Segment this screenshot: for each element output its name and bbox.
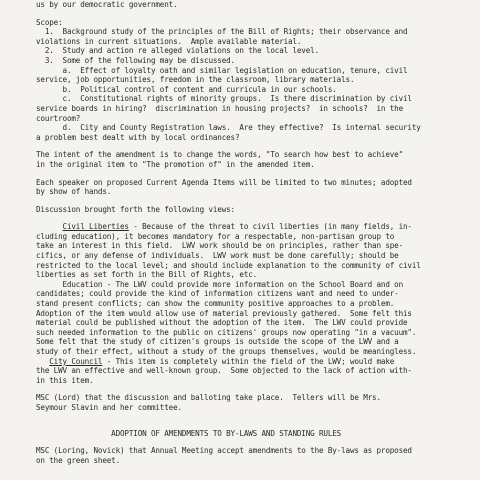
text-line: Education - The LWV could provide more information on the School Board and on	[36, 279, 404, 289]
text-line: on the green sheet.	[36, 455, 121, 465]
text-line: restricted to the local level; and should include explanation to the community of civil	[36, 260, 421, 270]
text-line: Civil Liberties - Because of the threat to civil liberties (in many fields, in-	[62, 222, 412, 232]
text-line: liberties as set forth in the Bill of Rights, etc.	[36, 270, 258, 280]
text-line: Adoption of the item would allow use of material previously gathered. Some felt this	[36, 308, 412, 318]
text-line: in the original item to "The promotion of" in the amended item.	[36, 159, 315, 169]
text-line: b. Political control of content and curricula in our schools.	[36, 84, 337, 94]
text-line: by show of hands.	[36, 187, 112, 197]
text-line: c. Constitutional rights of minority groups. Is there discrimination by civil	[36, 94, 412, 104]
text-line: a. Effect of loyalty oath and similar legislation on education, tenure, civil	[36, 65, 408, 75]
text-line: Seymour Slavin and her committee.	[36, 402, 182, 412]
text-line: service, job opportunities, freedom in the classroom, library materials.	[36, 75, 355, 85]
text-line: such needed information to the public on citizens' groups now operating "in a vacuum".	[36, 327, 417, 337]
text-line: MSC (Lord) that the discussion and balloting take place. Tellers will be Mrs.	[36, 393, 381, 403]
section-heading: ADOPTION OF AMENDMENTS TO BY-LAWS AND STANDING RULES	[36, 428, 342, 438]
text-line: us by our democratic government.	[36, 0, 178, 9]
text-line: study of their effect, without a study of the groups themselves, would be meaningless.	[36, 347, 417, 356]
text-line: a problem best dealt with by local ordinances?	[36, 132, 240, 142]
text-line: courtroom?	[36, 113, 81, 123]
text-line: service boards in hiring? discrimination in housing projects? in schools? in the	[36, 103, 404, 113]
text-line: d. City and County Registration laws. Are they effective? Is internal security	[36, 123, 421, 133]
text-line: Each speaker on proposed Current Agenda Items will be limited to two minutes; adopted	[36, 177, 412, 187]
text-line: 3. Some of the following may be discussed.	[36, 55, 235, 65]
underlined-topic: Civil Liberties	[62, 222, 129, 232]
text-line: the LWV an effective and well-known group. Some objected to the lack of action with-	[36, 366, 412, 376]
text-line: cifics, or any defense of individuals. LWV work must be done carefully; should be	[36, 251, 399, 261]
text-line: cluding education), it becomes mandatory for a respectable, non-partisan group to	[36, 231, 395, 241]
text-line: Some felt that the study of citizen's groups is outside the scope of the LWV and a	[36, 337, 399, 347]
text-line: 1. Background study of the principles of the Bill of Rights; their observance and	[36, 27, 408, 37]
text-line: The intent of the amendment is to change the words, "To search how best to achieve"	[36, 150, 404, 160]
text-line: MSC (Loring, Novick) that Annual Meeting accept amendments to the By-laws as proposed	[36, 446, 412, 456]
text-line: in this item.	[36, 375, 94, 385]
text-line: violations in current situations. Ample available material.	[36, 36, 302, 46]
text-line: material could be published without the adoption of the item. The LWV could provide	[36, 318, 408, 328]
text-line: stand present conflicts; can show the community positive approaches to a problem.	[36, 299, 395, 309]
text-line: 2. Study and action re alleged violations on the local level.	[36, 46, 319, 56]
text-line: Discussion brought forth the following views:	[36, 204, 235, 214]
text-line: City Council - This item is completely within the field of the LWV; would make	[49, 356, 395, 366]
text-line: candidates; could provide the kind of information citizens want and need to under-	[36, 289, 399, 299]
scope-heading: Scope:	[36, 17, 63, 27]
text-line: take an interest in this field. LWV work should be on principles, rather than spe-	[36, 241, 404, 251]
underlined-topic: City Council	[49, 356, 103, 366]
